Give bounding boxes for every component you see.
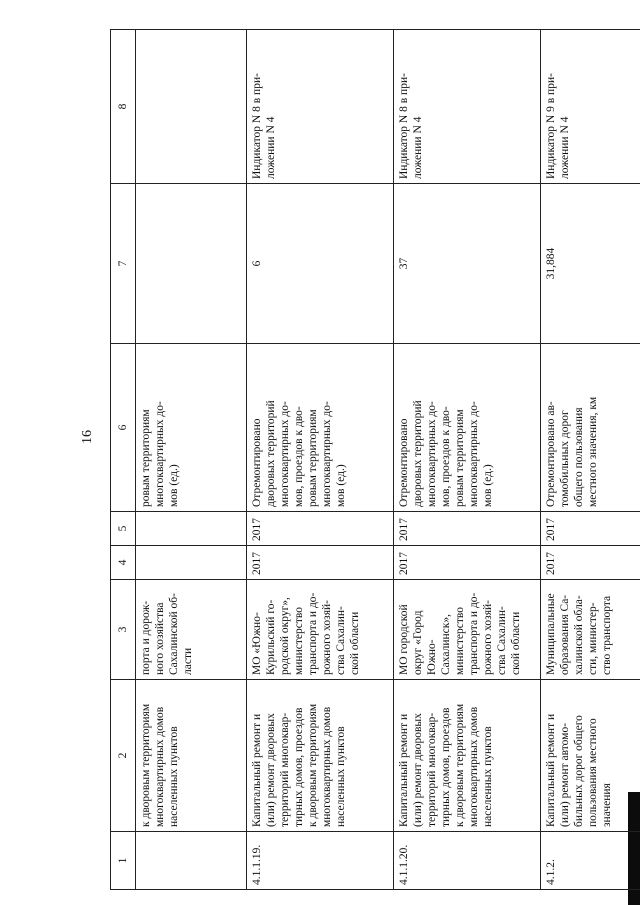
col-header-3: 3 bbox=[111, 580, 136, 680]
cell-measure: Капитальный ремонт и (или) ремонт автомо- бильных дорог общего пользования местного значения bbox=[541, 680, 640, 832]
cell-measure: Капитальный ремонт и (или) ремонт дворовых территорий многоквар- тирных домов, проездов к дворовым территориям многоквартирных домов населенных пунктов bbox=[394, 680, 541, 832]
cell-end-year bbox=[136, 512, 247, 546]
cell-result: ровым территориям многоквартирных до- мов (ед.) bbox=[136, 344, 247, 512]
col-header-5: 5 bbox=[111, 512, 136, 546]
cell-end-year: 2017 bbox=[247, 512, 394, 546]
cell-measure: Капитальный ремонт и (или) ремонт дворовых территорий многоквар- тирных домов, проездов к дворовым территориям многоквартирных домов населенных пунктов bbox=[247, 680, 394, 832]
cell-indicator bbox=[136, 30, 247, 184]
cell-value bbox=[136, 184, 247, 344]
col-header-4: 4 bbox=[111, 546, 136, 580]
col-header-1: 1 bbox=[111, 832, 136, 890]
cell-result: Отремонтировано дворовых территорий многоквартирных до- мов, проездов к дво- ровым территориям многоквартирных до- мов (ед.) bbox=[247, 344, 394, 512]
cell-measure: к дворовым территориям многоквартирных домов населенных пунктов bbox=[136, 680, 247, 832]
cell-indicator: Индикатор N 8 в при- ложении N 4 bbox=[394, 30, 541, 184]
cell-number: 4.1.1.19. bbox=[247, 832, 394, 890]
table-row bbox=[247, 30, 394, 890]
col-header-7: 7 bbox=[111, 184, 136, 344]
cell-end-year: 2017 bbox=[541, 512, 640, 546]
cell-number: 4.1.2. bbox=[541, 832, 640, 890]
cell-start-year: 2017 bbox=[541, 546, 640, 580]
cell-end-year: 2017 bbox=[394, 512, 541, 546]
col-header-2: 2 bbox=[111, 680, 136, 832]
cell-indicator: Индикатор N 8 в при- ложении N 4 bbox=[247, 30, 394, 184]
cell-start-year: 2017 bbox=[247, 546, 394, 580]
table-row bbox=[394, 30, 541, 890]
cell-start-year: 2017 bbox=[394, 546, 541, 580]
cell-value: 37 bbox=[394, 184, 541, 344]
cell-value: 6 bbox=[247, 184, 394, 344]
cell-start-year bbox=[136, 546, 247, 580]
table-row bbox=[541, 30, 640, 890]
col-header-6: 6 bbox=[111, 344, 136, 512]
cell-executor: МО «Южно- Курильский го- родской округ», министерство транспорта и до- рожного хозяй- ства Сахалин- ской области bbox=[247, 580, 394, 680]
program-measures-table bbox=[110, 29, 640, 890]
cell-number: 4.1.1.20. bbox=[394, 832, 541, 890]
rotated-table-container bbox=[110, 30, 640, 890]
cell-executor: МО городской округ «Город Южно- Сахалинск», министерство транспорта и до- рожного хозяй- ства Сахалин- ской области bbox=[394, 580, 541, 680]
cell-result: Отремонтировано ав- томобильных дорог общего пользования местного значения, км bbox=[541, 344, 640, 512]
table-row bbox=[136, 30, 247, 890]
cell-value: 31,884 bbox=[541, 184, 640, 344]
cell-indicator: Индикатор N 9 в при- ложении N 4 bbox=[541, 30, 640, 184]
cell-number bbox=[136, 832, 247, 890]
cell-executor: порта и дорож- ного хозяйства Сахалинской об- ласти bbox=[136, 580, 247, 680]
header-row bbox=[111, 30, 136, 890]
cell-result: Отремонтировано дворовых территорий многоквартирных до- мов, проездов к дво- ровым территориям многоквартирных до- мов (ед.) bbox=[394, 344, 541, 512]
page-number: 16 bbox=[80, 430, 95, 444]
col-header-8: 8 bbox=[111, 30, 136, 184]
cell-executor: Муниципальные образования Са- халинской обла- сти, министер- ство транспорта bbox=[541, 580, 640, 680]
